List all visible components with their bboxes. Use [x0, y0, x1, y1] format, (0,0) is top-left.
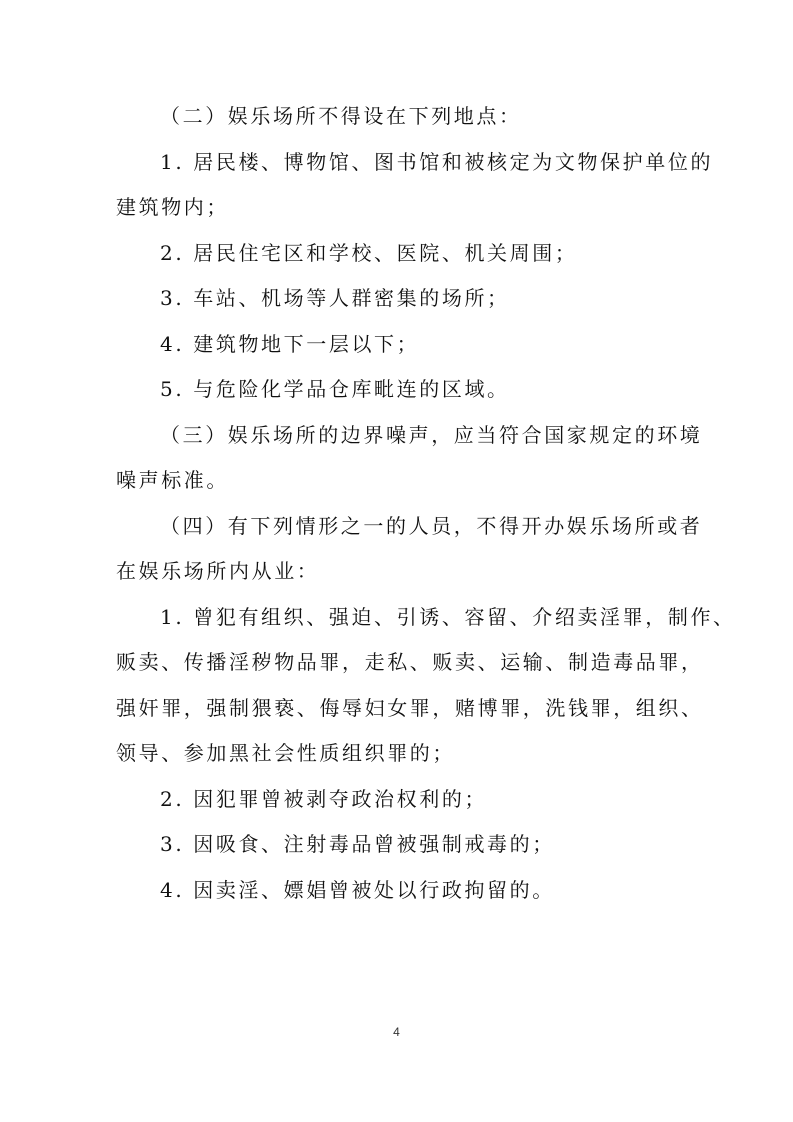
- text-line: 在娱乐场所内从业：: [116, 559, 320, 583]
- text-line: 5. 与危险化学品仓库毗连的区域。: [160, 377, 510, 401]
- page-number: 4: [393, 1025, 400, 1039]
- text-line: （二）娱乐场所不得设在下列地点：: [160, 104, 522, 128]
- text-line: 领导、参加黑社会性质组织罪的；: [116, 741, 455, 765]
- text-line: 4. 建筑物地下一层以下；: [160, 332, 420, 356]
- text-line: 1. 曾犯有组织、强迫、引诱、容留、介绍卖淫罪，制作、: [160, 605, 736, 629]
- text-line: 噪声标准。: [116, 468, 229, 492]
- text-line: 贩卖、传播淫秽物品罪，走私、贩卖、运输、制造毒品罪，: [116, 650, 704, 674]
- text-line: 2. 居民住宅区和学校、医院、机关周围；: [160, 241, 578, 265]
- text-line: 4. 因卖淫、嫖娼曾被处以行政拘留的。: [160, 878, 555, 902]
- text-line: 3. 因吸食、注射毒品曾被强制戒毒的；: [160, 832, 555, 856]
- text-line: 1. 居民楼、博物馆、图书馆和被核定为文物保护单位的: [160, 150, 714, 174]
- text-line: 2. 因犯罪曾被剥夺政治权利的；: [160, 787, 488, 811]
- text-line: 3. 车站、机场等人群密集的场所；: [160, 286, 510, 310]
- text-line: 强奸罪，强制猥亵、侮辱妇女罪，赌博罪，洗钱罪，组织、: [116, 696, 704, 720]
- text-line: （四）有下列情形之一的人员，不得开办娱乐场所或者: [160, 514, 703, 538]
- text-line: （三）娱乐场所的边界噪声，应当符合国家规定的环境: [160, 423, 703, 447]
- text-line: 建筑物内；: [116, 195, 229, 219]
